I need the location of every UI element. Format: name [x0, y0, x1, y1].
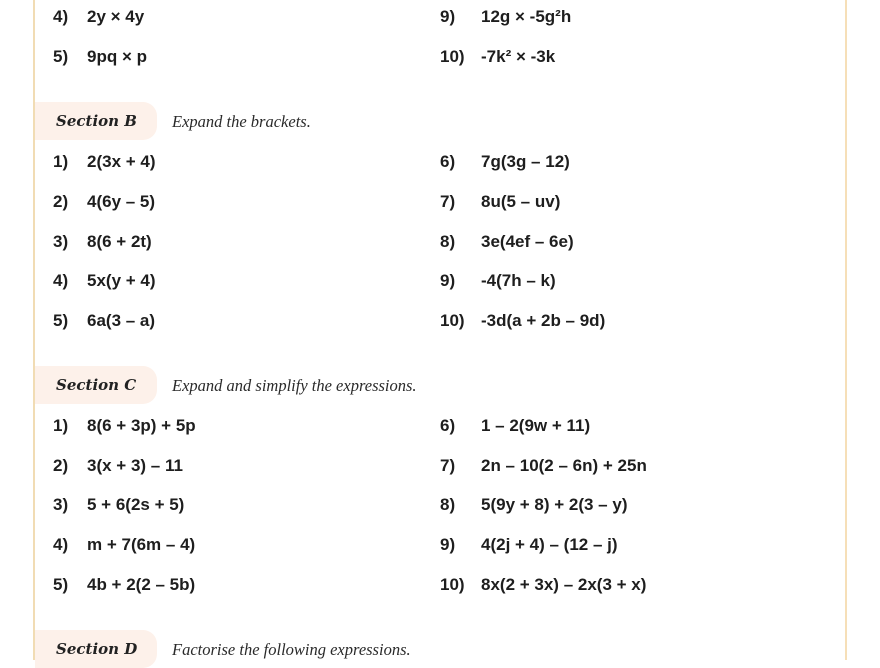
- question-expression: 6a(3 – a): [87, 311, 156, 330]
- question-expression: 4(6y – 5): [87, 192, 156, 211]
- question-number: 4): [53, 535, 69, 554]
- question-number: 3): [53, 232, 69, 251]
- question-expression: 5x(y + 4): [87, 271, 156, 290]
- question-number: 1): [53, 152, 69, 171]
- question-expression: 5 + 6(2s + 5): [87, 495, 185, 514]
- question-expression: -3d(a + 2b – 9d): [481, 311, 606, 330]
- section-c-instruction: Expand and simplify the expressions.: [172, 376, 417, 395]
- question-number: 8): [440, 232, 456, 251]
- question-number: 4): [53, 7, 69, 26]
- section-c-label: Section C: [56, 376, 137, 394]
- question-expression: 9pq × p: [87, 47, 147, 66]
- question-number: 9): [440, 7, 456, 26]
- question-number: 8): [440, 495, 456, 514]
- page-border-left: [33, 0, 35, 660]
- question-number: 2): [53, 456, 69, 475]
- question-expression: -7k² × -3k: [481, 47, 556, 66]
- question-expression: 8(6 + 2t): [87, 232, 152, 251]
- question-number: 2): [53, 192, 69, 211]
- question-number: 3): [53, 495, 69, 514]
- question-expression: 3e(4ef – 6e): [481, 232, 574, 251]
- question-expression: 8(6 + 3p) + 5p: [87, 416, 196, 435]
- page-border-right: [845, 0, 847, 660]
- question-number: 7): [440, 456, 456, 475]
- question-expression: 3(x + 3) – 11: [87, 456, 183, 475]
- question-expression: 8x(2 + 3x) – 2x(3 + x): [481, 575, 647, 594]
- question-number: 5): [53, 575, 69, 594]
- question-expression: 4(2j + 4) – (12 – j): [481, 535, 618, 554]
- question-number: 9): [440, 535, 456, 554]
- question-expression: 1 – 2(9w + 11): [481, 416, 591, 435]
- question-number: 10): [440, 311, 465, 330]
- question-number: 1): [53, 416, 69, 435]
- section-d-instruction: Factorise the following expressions.: [172, 640, 411, 659]
- question-expression: 4b + 2(2 – 5b): [87, 575, 196, 594]
- question-expression: 7g(3g – 12): [481, 152, 570, 171]
- question-expression: m + 7(6m – 4): [87, 535, 196, 554]
- question-number: 5): [53, 47, 69, 66]
- question-expression: 5(9y + 8) + 2(3 – y): [481, 495, 628, 514]
- question-expression: 12g × -5g²h: [481, 7, 572, 26]
- section-b-label: Section B: [56, 112, 137, 130]
- question-expression: -4(7h – k): [481, 271, 556, 290]
- question-number: 6): [440, 152, 456, 171]
- question-number: 10): [440, 47, 465, 66]
- question-expression: 8u(5 – uv): [481, 192, 561, 211]
- question-expression: 2y × 4y: [87, 7, 145, 26]
- question-number: 6): [440, 416, 456, 435]
- question-number: 10): [440, 575, 465, 594]
- question-expression: 2n – 10(2 – 6n) + 25n: [481, 456, 647, 475]
- question-number: 9): [440, 271, 456, 290]
- question-number: 4): [53, 271, 69, 290]
- question-number: 5): [53, 311, 69, 330]
- section-b-instruction: Expand the brackets.: [172, 112, 311, 131]
- question-expression: 2(3x + 4): [87, 152, 156, 171]
- section-d-label: Section D: [56, 640, 138, 658]
- question-number: 7): [440, 192, 456, 211]
